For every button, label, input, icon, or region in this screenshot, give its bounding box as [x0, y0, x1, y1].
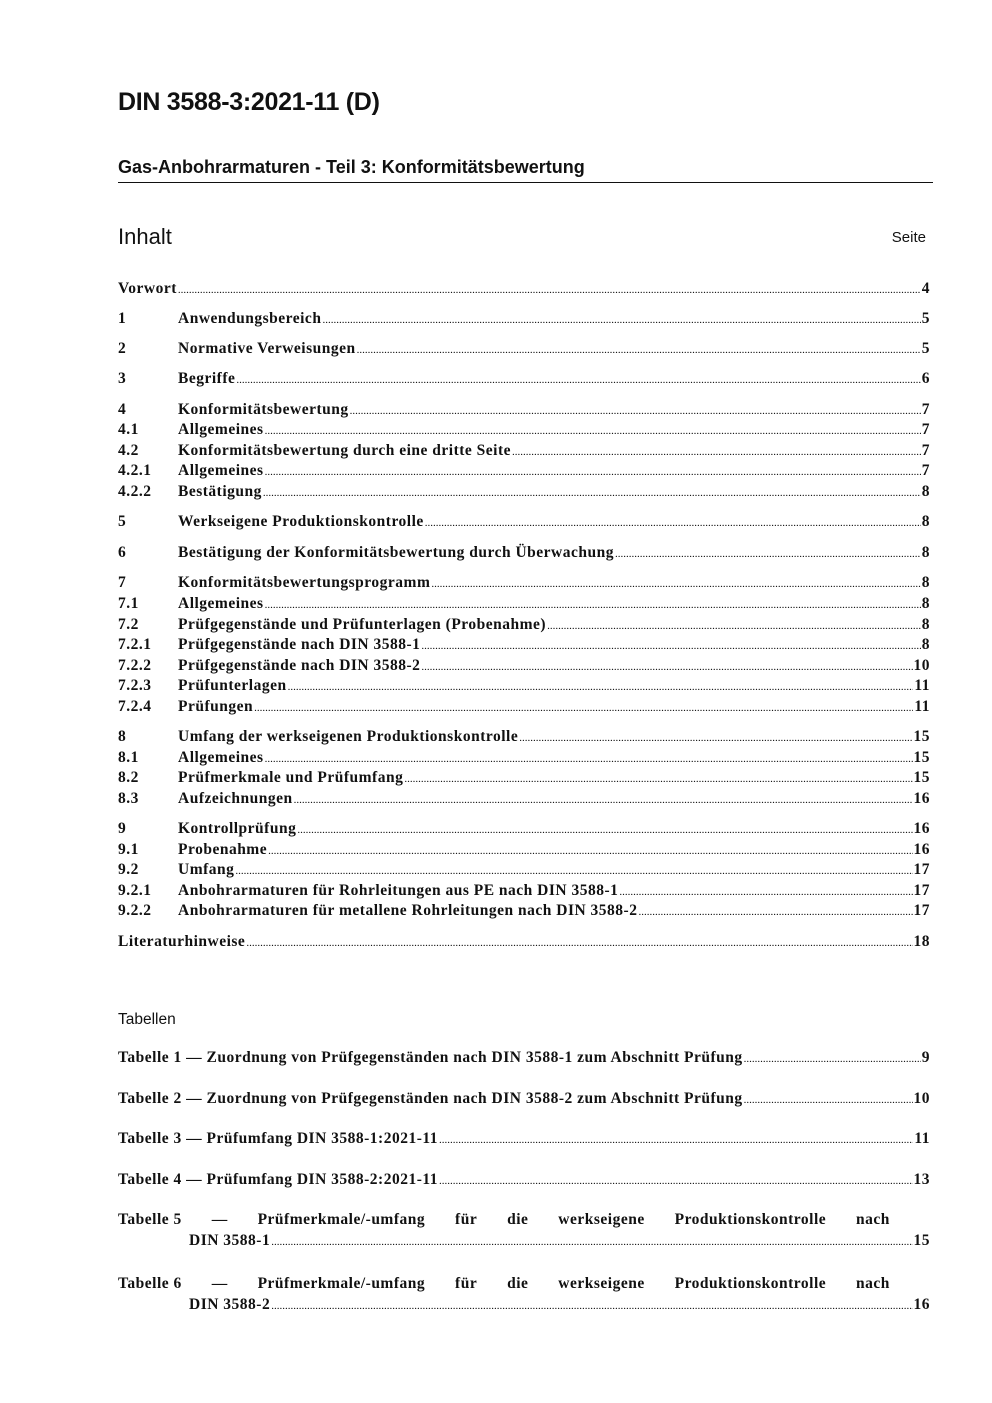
toc-entry[interactable] — [118, 421, 930, 441]
dot-leader — [271, 1300, 912, 1312]
toc-entry-title: Umfang der werkseigenen Produktionskontrolle — [178, 728, 519, 745]
toc-entry[interactable] — [118, 677, 930, 697]
table-entry-word: die — [507, 1211, 529, 1228]
dot-leader — [265, 599, 921, 611]
toc-entry-page: 8 — [921, 636, 930, 653]
toc-entry-title: Bestätigung der Konformitätsbewertung durch Überwachung — [178, 544, 614, 561]
dot-leader — [421, 661, 912, 673]
dot-leader — [271, 1236, 912, 1248]
toc-entry-page: 17 — [913, 902, 930, 919]
toc-entry-number: 7.2 — [118, 616, 139, 633]
toc-entry-number: 1 — [118, 310, 127, 327]
toc-entry[interactable] — [118, 728, 930, 748]
toc-entry-page: 5 — [921, 310, 930, 327]
toc-entry[interactable] — [118, 636, 930, 656]
table-entry-page: 10 — [913, 1090, 930, 1107]
toc-entry-page: 4 — [921, 280, 930, 297]
dot-leader — [297, 824, 912, 836]
toc-entry-number: 7.2.2 — [118, 657, 152, 674]
toc-entry-title: Prüfgegenstände nach DIN 3588-1 — [178, 636, 421, 653]
toc-entry-number: 7 — [118, 574, 127, 591]
toc-heading: Inhalt — [118, 224, 172, 249]
toc-entry[interactable] — [118, 698, 930, 718]
toc-entry-title: Allgemeines — [178, 749, 264, 766]
toc-entry-title: Prüfgegenstände und Prüfunterlagen (Probenahme) — [178, 616, 547, 633]
table-entry[interactable] — [118, 1130, 930, 1150]
table-entry-word: nach — [856, 1275, 890, 1292]
toc-entry[interactable] — [118, 401, 930, 421]
toc-entry[interactable] — [118, 657, 930, 677]
toc-entry-page: 11 — [914, 698, 930, 715]
toc-entry-page: 15 — [913, 728, 930, 745]
dot-leader — [439, 1175, 912, 1187]
toc-entry-page: 18 — [913, 933, 930, 950]
toc-entry[interactable] — [118, 882, 930, 902]
toc-entry-page: 16 — [913, 790, 930, 807]
toc-entry-page: 8 — [921, 483, 930, 500]
toc-entry-page: 6 — [921, 370, 930, 387]
dot-leader — [404, 773, 912, 785]
dot-leader — [519, 732, 912, 744]
toc-entry-page: 7 — [921, 401, 930, 418]
toc-entry[interactable] — [118, 340, 930, 360]
dot-leader — [178, 284, 921, 296]
table-entry-word: Tabelle 5 — [118, 1211, 182, 1228]
toc-entry-title: Literaturhinweise — [118, 933, 246, 950]
toc-entry-number: 8.1 — [118, 749, 139, 766]
toc-entry[interactable] — [118, 310, 930, 330]
toc-entry-page: 17 — [913, 882, 930, 899]
table-entry-second-line — [118, 1296, 930, 1317]
toc-entry-page: 7 — [921, 462, 930, 479]
toc-entry-title: Allgemeines — [178, 421, 264, 438]
toc-entry-title: Kontrollprüfung — [178, 820, 297, 837]
toc-entry-number: 9.2 — [118, 861, 139, 878]
toc-entry[interactable] — [118, 280, 930, 300]
toc-entry[interactable] — [118, 749, 930, 769]
document-id: DIN 3588-3:2021-11 (D) — [118, 88, 380, 116]
table-entry-page: 11 — [914, 1130, 930, 1147]
toc-entry-number: 4 — [118, 401, 127, 418]
dot-leader — [236, 374, 920, 386]
toc-entry-number: 4.2 — [118, 442, 139, 459]
table-entry-word: Tabelle 6 — [118, 1275, 182, 1292]
dot-leader — [512, 446, 921, 458]
toc-entry-number: 8 — [118, 728, 127, 745]
table-entry-first-line — [118, 1275, 890, 1296]
dot-leader — [246, 937, 912, 949]
table-entry-title: Tabelle 3 — Prüfumfang DIN 3588-1:2021-11 — [118, 1130, 439, 1147]
toc-entry-title: Konformitätsbewertung durch eine dritte Seite — [178, 442, 512, 459]
toc-entry-number: 9.2.2 — [118, 902, 152, 919]
toc-entry[interactable] — [118, 574, 930, 594]
toc-entry-number: 2 — [118, 340, 127, 357]
toc-entry[interactable] — [118, 483, 930, 503]
toc-entry-page: 8 — [921, 544, 930, 561]
dot-leader — [744, 1053, 921, 1065]
toc-entry-title: Anbohrarmaturen für metallene Rohrleitungen nach DIN 3588-2 — [178, 902, 638, 919]
toc-entry-number: 3 — [118, 370, 127, 387]
toc-entry-number: 9.2.1 — [118, 882, 152, 899]
toc-entry-title: Bestätigung — [178, 483, 262, 500]
toc-entry-page: 16 — [913, 820, 930, 837]
toc-entry-title: Prüfmerkmale und Prüfumfang — [178, 769, 404, 786]
table-entry[interactable] — [118, 1171, 930, 1191]
dot-leader — [265, 425, 921, 437]
toc-entry-number: 8.3 — [118, 790, 139, 807]
toc-entry-title: Anwendungsbereich — [178, 310, 322, 327]
toc-entry-page: 10 — [913, 657, 930, 674]
dot-leader — [421, 640, 920, 652]
toc-entry-page: 7 — [921, 421, 930, 438]
table-entry-word: nach — [856, 1211, 890, 1228]
dot-leader — [235, 865, 912, 877]
toc-entry-page: 15 — [913, 769, 930, 786]
toc-entry[interactable] — [118, 841, 930, 861]
dot-leader — [288, 681, 914, 693]
dot-leader — [294, 794, 913, 806]
table-entry-word: Prüfmerkmale/-umfang — [257, 1275, 426, 1292]
dot-leader — [619, 886, 912, 898]
toc-entry-page: 16 — [913, 841, 930, 858]
toc-entry[interactable] — [118, 616, 930, 636]
toc-entry-page: 8 — [921, 513, 930, 530]
toc-entry-number: 4.2.1 — [118, 462, 152, 479]
dot-leader — [268, 845, 912, 857]
toc-entry-page: 17 — [913, 861, 930, 878]
dot-leader — [350, 405, 921, 417]
toc-entry-page: 8 — [921, 574, 930, 591]
table-entry[interactable] — [118, 1275, 930, 1317]
toc-entry-number: 7.2.4 — [118, 698, 152, 715]
table-entry-word: für — [455, 1275, 478, 1292]
page-column-label: Seite — [891, 229, 926, 246]
toc-entry-title: Konformitätsbewertungsprogramm — [178, 574, 431, 591]
toc-entry-number: 5 — [118, 513, 127, 530]
table-entry-title: Tabelle 4 — Prüfumfang DIN 3588-2:2021-11 — [118, 1171, 439, 1188]
toc-entry[interactable] — [118, 442, 930, 462]
toc-entry-page: 8 — [921, 616, 930, 633]
dot-leader — [425, 517, 921, 529]
toc-entry[interactable] — [118, 462, 930, 482]
table-entry-page: 9 — [921, 1049, 930, 1066]
toc-entry-title: Anbohrarmaturen für Rohrleitungen aus PE nach DIN 3588-1 — [178, 882, 619, 899]
dot-leader — [547, 620, 921, 632]
toc-entry-number: 7.2.3 — [118, 677, 152, 694]
dot-leader — [439, 1134, 913, 1146]
toc-entry[interactable] — [118, 790, 930, 810]
table-entry-word: die — [507, 1275, 529, 1292]
dot-leader — [265, 466, 921, 478]
toc-entry[interactable] — [118, 513, 930, 533]
toc-entry-page: 7 — [921, 442, 930, 459]
dot-leader — [254, 702, 913, 714]
toc-entry-title: Vorwort — [118, 280, 177, 297]
toc-entry-number: 7.2.1 — [118, 636, 152, 653]
table-entry-word: Produktionskontrolle — [674, 1275, 827, 1292]
table-entry[interactable] — [118, 1049, 930, 1069]
document-title: Gas-Anbohrarmaturen - Teil 3: Konformitätsbewertung — [118, 157, 585, 177]
title-rule — [118, 182, 933, 183]
dot-leader — [265, 753, 913, 765]
toc-entry-title: Begriffe — [178, 370, 236, 387]
table-entry-word: Prüfmerkmale/-umfang — [257, 1211, 426, 1228]
table-entry-first-line — [118, 1211, 890, 1232]
toc-entry-title: Prüfunterlagen — [178, 677, 287, 694]
dot-leader — [263, 487, 921, 499]
table-entry-title: Tabelle 1 — Zuordnung von Prüfgegenständen nach DIN 3588-1 zum Abschnitt Prüfung — [118, 1049, 743, 1066]
toc-entry-number: 8.2 — [118, 769, 139, 786]
toc-entry-number: 9.1 — [118, 841, 139, 858]
toc-entry-number: 4.1 — [118, 421, 139, 438]
toc-entry-page: 5 — [921, 340, 930, 357]
toc-entry-title: Werkseigene Produktionskontrolle — [178, 513, 424, 530]
toc-entry-title: Aufzeichnungen — [178, 790, 293, 807]
toc-entry-page: 8 — [921, 595, 930, 612]
table-entry-word: werkseigene — [558, 1211, 645, 1228]
toc-entry-title: Normative Verweisungen — [178, 340, 356, 357]
toc-entry[interactable] — [118, 933, 930, 953]
toc-entry-title: Konformitätsbewertung — [178, 401, 349, 418]
table-entry-continuation: DIN 3588-2 — [189, 1296, 271, 1313]
table-entry-word: Produktionskontrolle — [674, 1211, 827, 1228]
table-entry[interactable] — [118, 1090, 930, 1110]
table-entry-continuation: DIN 3588-1 — [189, 1232, 271, 1249]
dot-leader — [638, 906, 912, 918]
table-entry-page: 15 — [913, 1232, 930, 1249]
toc-entry[interactable] — [118, 902, 930, 922]
toc-entry[interactable] — [118, 820, 930, 840]
table-entry-word: — — [211, 1275, 228, 1292]
toc-entry[interactable] — [118, 595, 930, 615]
table-entry-title: Tabelle 2 — Zuordnung von Prüfgegenständen nach DIN 3588-2 zum Abschnitt Prüfung — [118, 1090, 743, 1107]
toc-entry-page: 15 — [913, 749, 930, 766]
dot-leader — [322, 314, 920, 326]
table-entry-page: 16 — [913, 1296, 930, 1313]
dot-leader — [431, 578, 920, 590]
toc-entry-title: Prüfungen — [178, 698, 254, 715]
toc-entry-title: Prüfgegenstände nach DIN 3588-2 — [178, 657, 421, 674]
toc-entry-number: 6 — [118, 544, 127, 561]
toc-entry[interactable] — [118, 544, 930, 564]
toc-entry-number: 4.2.2 — [118, 483, 152, 500]
toc-entry-title: Probenahme — [178, 841, 268, 858]
toc-entry-title: Allgemeines — [178, 595, 264, 612]
table-entry-page: 13 — [913, 1171, 930, 1188]
toc-entry-number: 7.1 — [118, 595, 139, 612]
toc-entry[interactable] — [118, 861, 930, 881]
table-entry-word: für — [455, 1211, 478, 1228]
dot-leader — [744, 1094, 913, 1106]
toc-entry-title: Allgemeines — [178, 462, 264, 479]
table-entry[interactable] — [118, 1211, 930, 1253]
dot-leader — [357, 344, 921, 356]
toc-entry-page: 11 — [914, 677, 930, 694]
toc-entry[interactable] — [118, 370, 930, 390]
toc-entry-title: Umfang — [178, 861, 235, 878]
tables-heading: Tabellen — [118, 1011, 176, 1028]
table-entry-word: werkseigene — [558, 1275, 645, 1292]
dot-leader — [615, 548, 921, 560]
toc-entry-number: 9 — [118, 820, 127, 837]
table-entry-word: — — [211, 1211, 228, 1228]
toc-entry[interactable] — [118, 769, 930, 789]
table-entry-second-line — [118, 1232, 930, 1253]
